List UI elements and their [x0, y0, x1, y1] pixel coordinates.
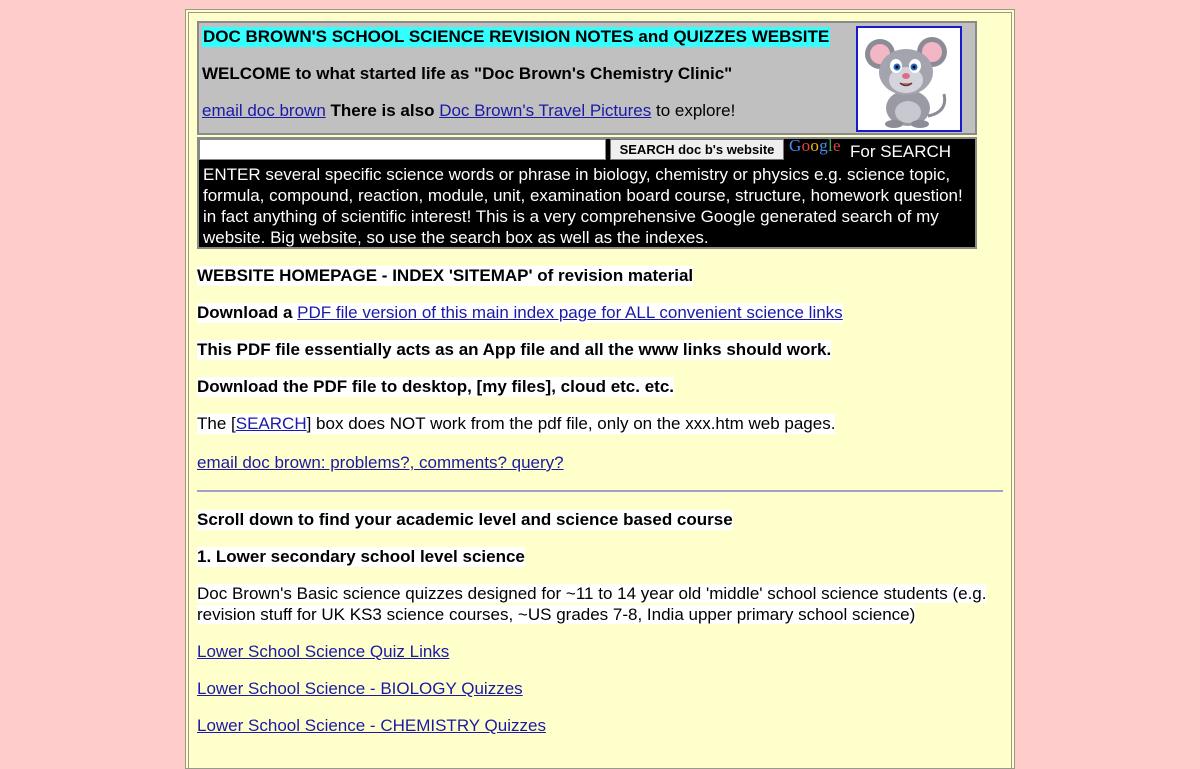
lower-secondary-heading: 1. Lower secondary school level science [197, 547, 525, 566]
cartoon-mouse-icon [856, 26, 962, 132]
search-description: ENTER several specific science words or phrase in biology, chemistry or physics e.g. science topic, formula, compound, reaction, module, unit, examination board course, structure, homework question! in fact anything of scientific interest! This is a very comprehensive Google generated search of my website. Big website, so use the search box as well as the indexes. [203, 165, 963, 247]
search-button[interactable]: SEARCH doc b's website [610, 139, 784, 160]
download-prefix: Download a [197, 303, 293, 322]
pdf-app-note: This PDF file essentially acts as an App file and all the www links should work. [197, 340, 832, 359]
pdf-download-note: Download the PDF file to desktop, [my files], cloud etc. etc. [197, 377, 675, 396]
search-note [197, 414, 835, 434]
email-doc-brown-link[interactable]: email doc brown [202, 101, 326, 120]
header-links-line [202, 101, 735, 121]
search-anchor-link[interactable]: SEARCH [235, 414, 307, 433]
lower-school-biology-link[interactable]: Lower School Science - BIOLOGY Quizzes [197, 679, 523, 698]
scroll-heading: Scroll down to find your academic level and science based course [197, 510, 733, 529]
explore-text: to explore! [655, 101, 736, 120]
email-problems-link[interactable]: email doc brown: problems?, comments? query? [197, 453, 564, 472]
also-text: There is also [330, 101, 435, 120]
lower-secondary-description: Doc Brown's Basic science quizzes designed for ~11 to 14 year old 'middle' school science students (e.g. revision stuff for UK KS3 science courses, ~US grades 7-8, India upper primary school science) [197, 584, 987, 624]
divider [197, 490, 1003, 492]
homepage-heading: WEBSITE HOMEPAGE - INDEX 'SITEMAP' of revision material [197, 266, 694, 285]
travel-pictures-link[interactable]: Doc Brown's Travel Pictures [439, 101, 652, 120]
for-search-label: For SEARCH [850, 142, 952, 161]
search-note-prefix: The [ [197, 414, 236, 433]
lower-school-quiz-links[interactable]: Lower School Science Quiz Links [197, 642, 450, 661]
pdf-version-link[interactable]: PDF file version of this main index page for ALL convenient science links [297, 303, 843, 322]
welcome-text: WELCOME to what started life as "Doc Brown's Chemistry Clinic" [202, 64, 733, 83]
download-pdf-line [197, 303, 843, 323]
lower-school-chemistry-link[interactable]: Lower School Science - CHEMISTRY Quizzes [197, 716, 546, 735]
search-input[interactable] [199, 139, 606, 160]
google-logo-icon: Google [789, 136, 841, 155]
search-note-suffix: ] box does NOT work from the pdf file, only on the xxx.htm web pages. [306, 414, 836, 433]
site-title: DOC BROWN'S SCHOOL SCIENCE REVISION NOTES and QUIZZES WEBSITE [203, 27, 830, 46]
